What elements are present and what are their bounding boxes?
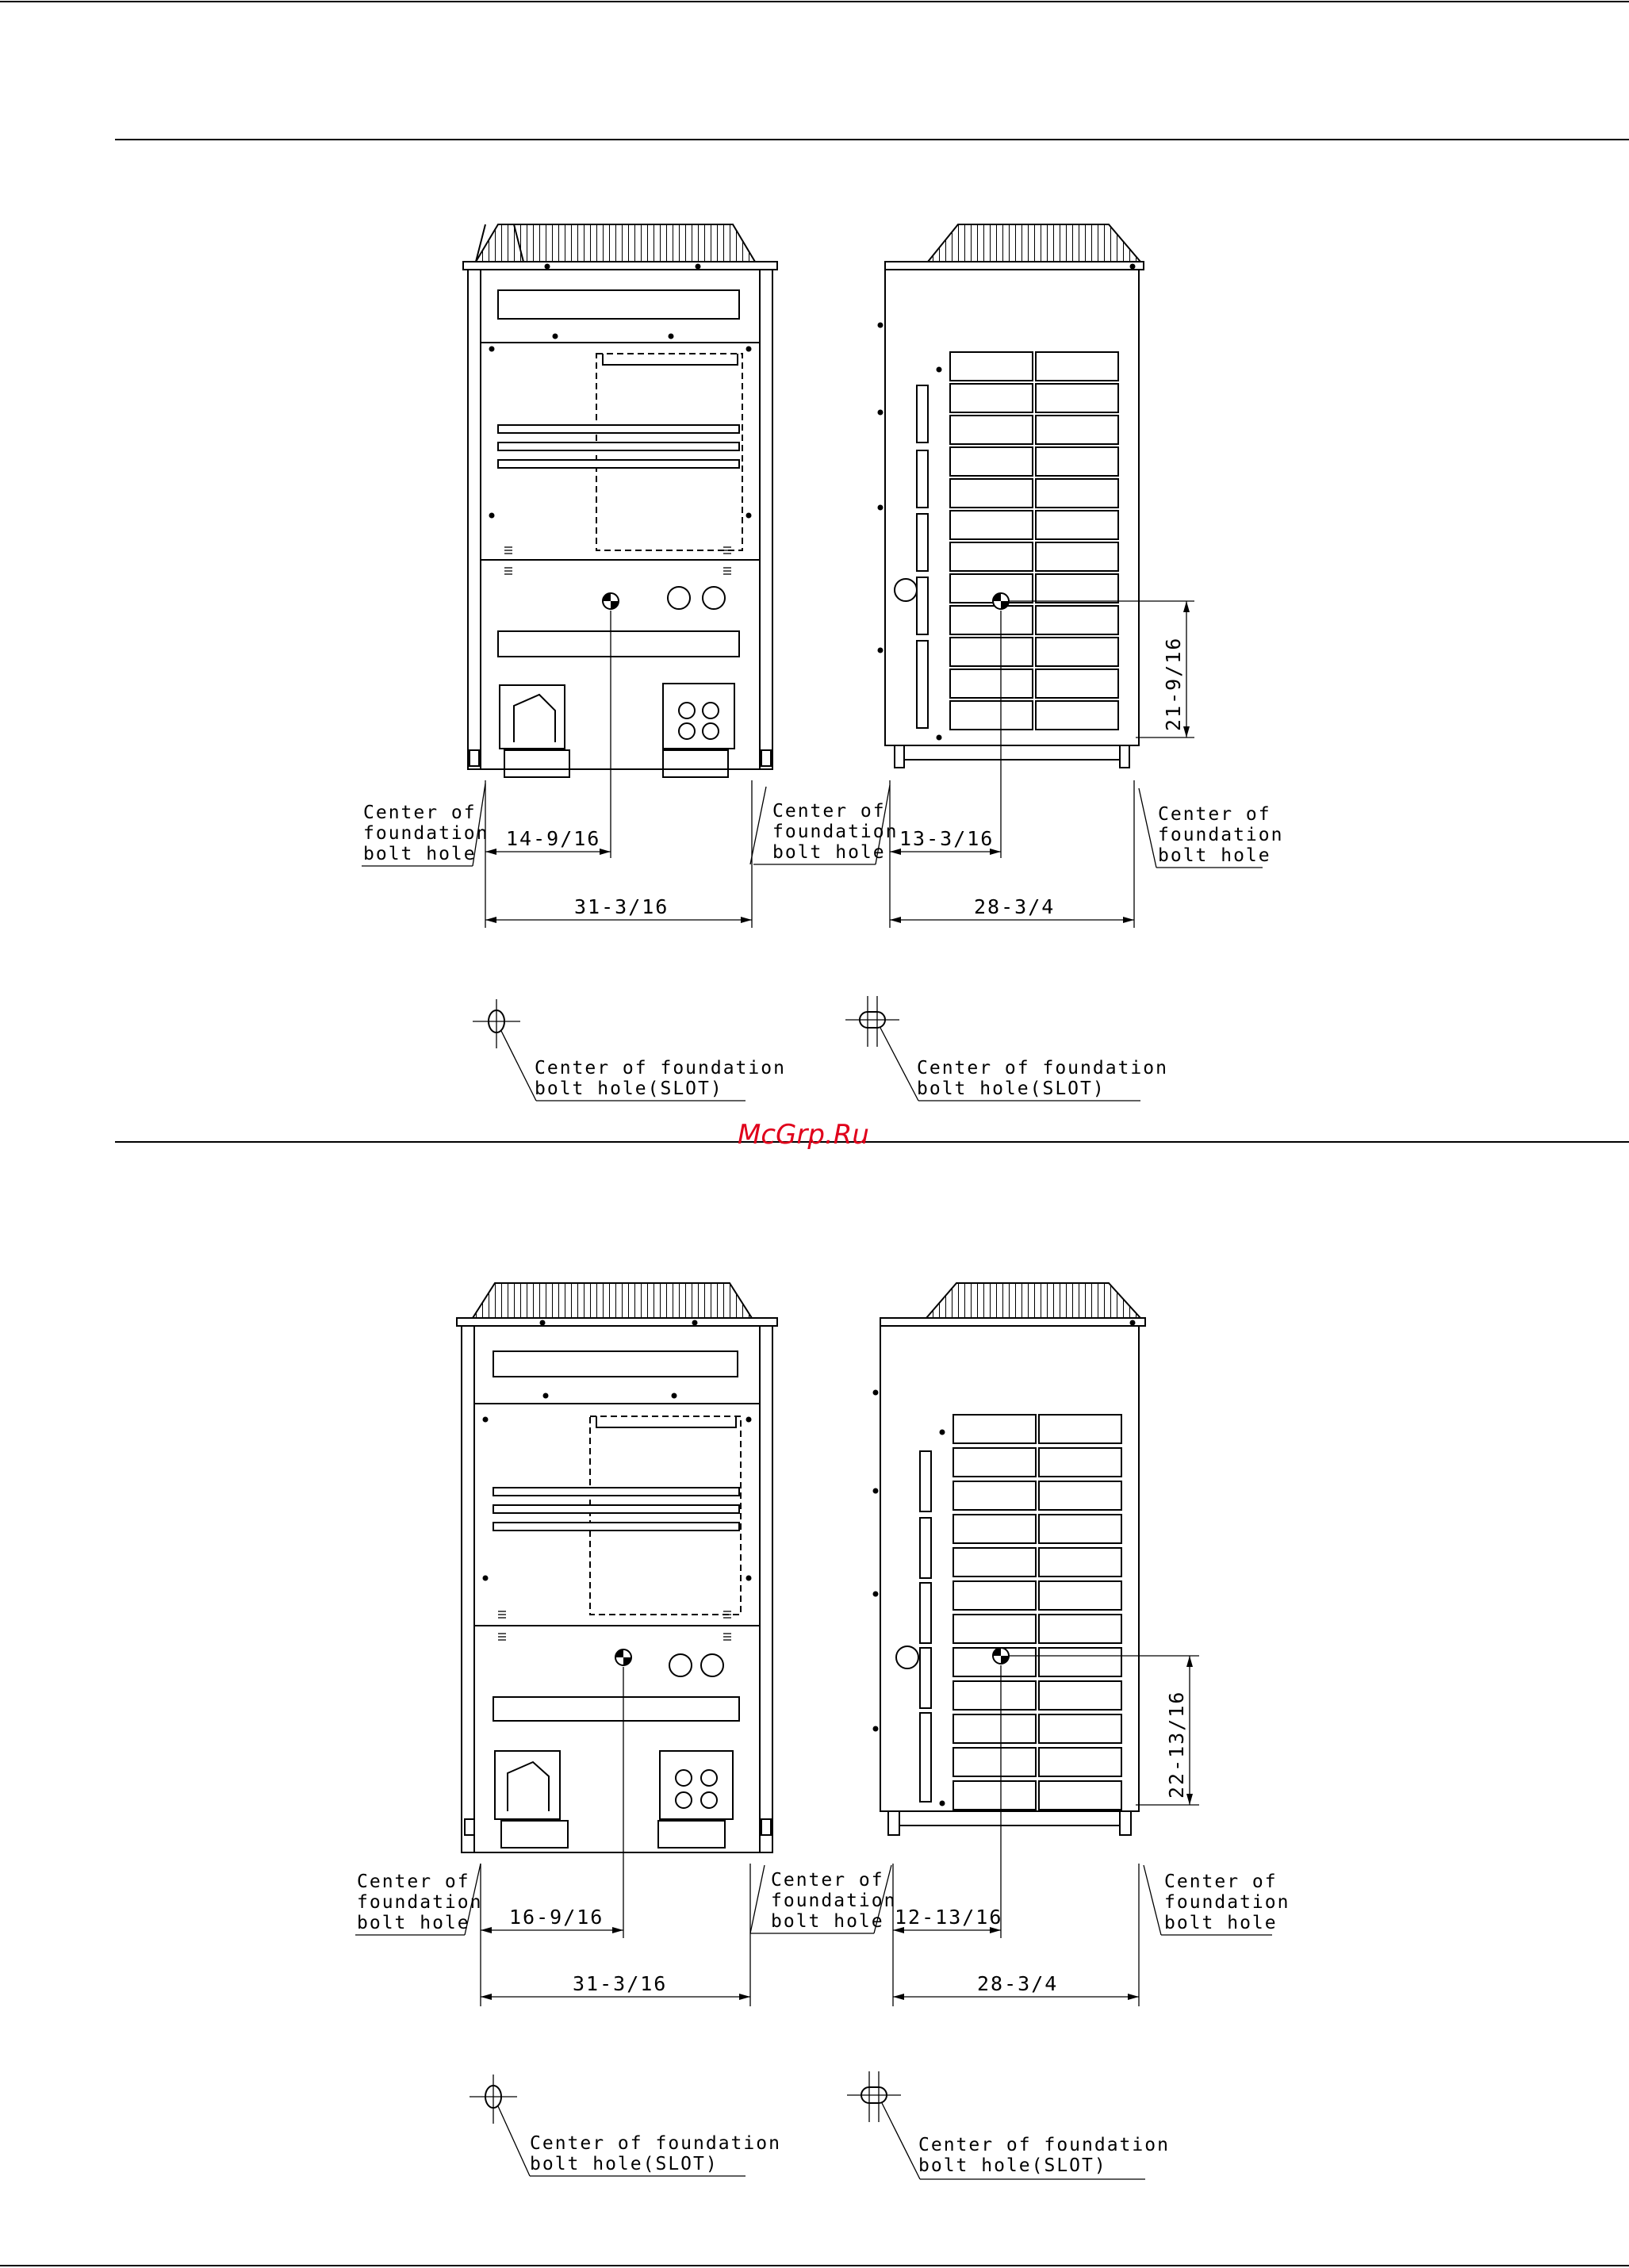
center-of-gravity-icon (993, 1648, 1009, 1664)
unit-2-slot-left-label-1: Center of foundation (530, 2133, 781, 2154)
unit-1-front-cog-offset: 14-9/16 (506, 827, 601, 850)
unit-2-front-right-bolt-label-3: bolt hole (771, 1911, 884, 1932)
bolt-slot-icon (470, 2075, 517, 2124)
unit-1-slot-right-label-1: Center of foundation (917, 1058, 1168, 1078)
unit-2-front-left-bolt-label-3: bolt hole (357, 1913, 470, 1933)
unit-1-slot-left-label-1: Center of foundation (535, 1058, 786, 1078)
unit-2-front-right-bolt-label-2: foundation (771, 1891, 897, 1911)
unit-2-slot-right-label-1: Center of foundation (918, 2135, 1170, 2155)
unit-2-front-right-bolt-label-1: Center of (771, 1870, 884, 1891)
unit-2-front-left-bolt-label-2: foundation (357, 1892, 483, 1913)
unit-2-side-bolt-label-1: Center of (1164, 1871, 1278, 1892)
unit-1-side-depth: 28-3/4 (974, 895, 1056, 918)
unit-1-front-right-bolt-label-3: bolt hole (772, 842, 886, 863)
unit-2-side-cog-offset: 12-13/16 (895, 1906, 1003, 1929)
unit-1-front-right-bolt-label-1: Center of (772, 801, 886, 822)
unit-2-slot-left-label-2: bolt hole(SLOT) (530, 2154, 719, 2174)
unit-1-side-cog-offset: 13-3/16 (899, 827, 995, 850)
bolt-slot-icon (473, 999, 520, 1048)
unit-2-front-view (457, 1283, 777, 1852)
unit-1-side-bolt-label-1: Center of (1158, 804, 1271, 825)
unit-2-side-view (873, 1283, 1146, 1835)
unit-2-front-cog-offset: 16-9/16 (509, 1906, 604, 1929)
center-of-gravity-icon (603, 593, 619, 609)
unit-1-slot-details (473, 996, 1168, 1101)
unit-1-front-width: 31-3/16 (574, 895, 669, 918)
unit-1-side-bolt-label-2: foundation (1158, 825, 1284, 845)
unit-1-front-right-bolt-label-2: foundation (772, 822, 899, 842)
unit-1-front-view (463, 224, 777, 777)
unit-1-cog-height: 21-9/16 (1162, 636, 1185, 731)
bolt-slot-icon (847, 2071, 901, 2122)
watermark: McGrp.Ru (738, 1119, 869, 1151)
unit-2-front-left-bolt-label-1: Center of (357, 1871, 470, 1892)
bolt-slot-icon (845, 996, 899, 1047)
center-of-gravity-icon (615, 1649, 631, 1665)
unit-1-side-view (878, 224, 1144, 768)
unit-1-slot-right-label-2: bolt hole(SLOT) (917, 1078, 1106, 1099)
unit-2-slot-details (470, 2071, 1170, 2179)
unit-1-front-left-bolt-label-1: Center of (363, 803, 477, 823)
unit-2-side-depth: 28-3/4 (977, 1972, 1059, 1995)
unit-2-side-bolt-label-2: foundation (1164, 1892, 1290, 1913)
unit-1-front-left-bolt-label-3: bolt hole (363, 844, 477, 864)
unit-2-cog-height: 22-13/16 (1165, 1690, 1188, 1799)
unit-2-side-bolt-label-3: bolt hole (1164, 1913, 1278, 1933)
unit-2-front-width: 31-3/16 (573, 1972, 668, 1995)
unit-2-slot-right-label-2: bolt hole(SLOT) (918, 2155, 1107, 2176)
unit-1-side-bolt-label-3: bolt hole (1158, 845, 1271, 866)
unit-1-front-left-bolt-label-2: foundation (363, 823, 489, 844)
center-of-gravity-icon (993, 593, 1009, 609)
unit-1-slot-left-label-2: bolt hole(SLOT) (535, 1078, 723, 1099)
